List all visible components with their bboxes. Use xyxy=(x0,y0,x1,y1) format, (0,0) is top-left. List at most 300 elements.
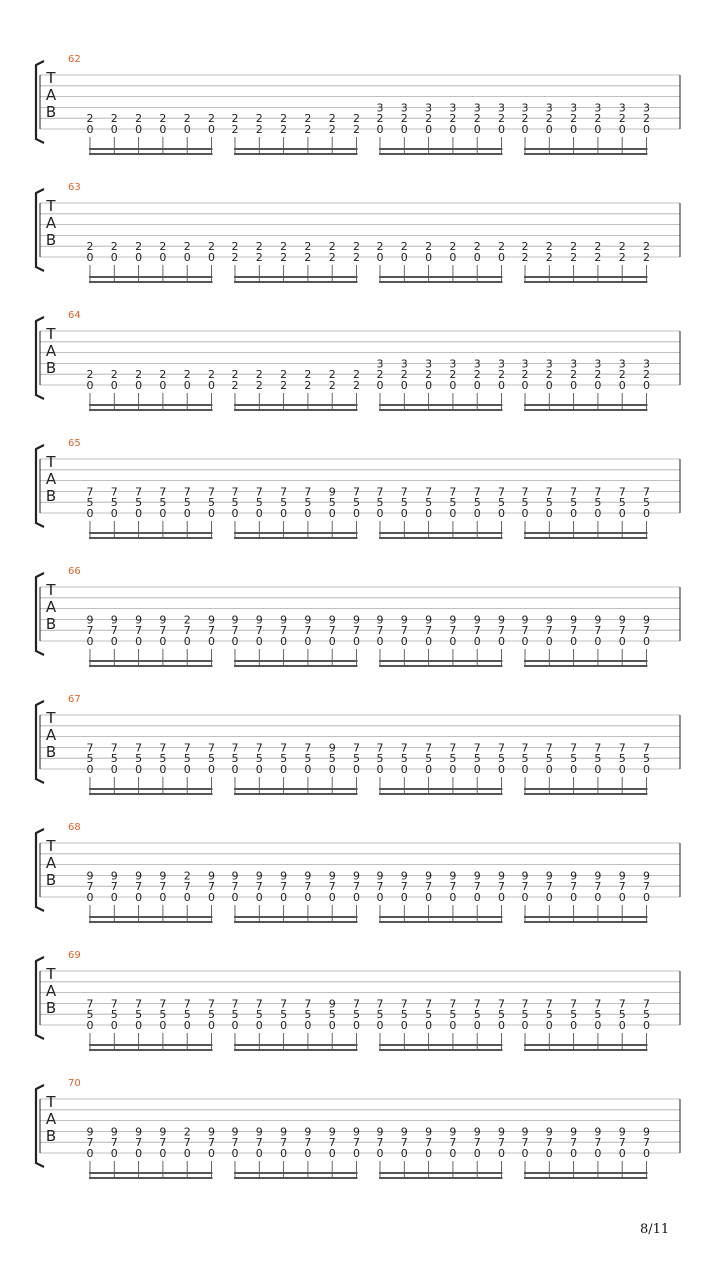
fret-number: 0 xyxy=(594,1147,602,1160)
fret-number: 5 xyxy=(545,752,553,766)
fret-number: 2 xyxy=(159,240,167,254)
fret-number: 2 xyxy=(304,379,312,392)
fret-number: 3 xyxy=(594,101,602,115)
fret-number: 5 xyxy=(376,1008,384,1022)
fret-number: 0 xyxy=(400,123,408,136)
fret-number: 7 xyxy=(643,624,650,638)
fret-number: 0 xyxy=(570,635,578,648)
fret-number: 0 xyxy=(183,251,191,264)
fret-number: 9 xyxy=(255,869,263,883)
tab-clef-letter: A xyxy=(45,726,57,744)
fret-number: 5 xyxy=(208,496,215,510)
fret-number: 0 xyxy=(521,379,529,392)
fret-number: 2 xyxy=(208,112,215,126)
fret-number: 3 xyxy=(400,357,408,371)
fret-number: 7 xyxy=(376,1136,384,1150)
fret-number: 2 xyxy=(570,251,578,264)
fret-number: 7 xyxy=(353,1136,360,1150)
fret-number: 5 xyxy=(353,1008,360,1022)
fret-number: 3 xyxy=(400,101,408,115)
fret-number: 3 xyxy=(449,357,457,371)
fret-number: 7 xyxy=(449,997,457,1011)
fret-number: 0 xyxy=(400,251,408,264)
fret-number: 0 xyxy=(400,891,408,904)
fret-number: 0 xyxy=(86,1147,94,1160)
fret-number: 7 xyxy=(110,624,118,638)
fret-number: 0 xyxy=(135,763,143,776)
tab-clef-letter: A xyxy=(45,598,57,616)
fret-number: 5 xyxy=(473,752,481,766)
fret-number: 7 xyxy=(159,741,167,755)
fret-number: 5 xyxy=(86,496,94,510)
measure-number: 62 xyxy=(68,54,81,65)
tab-clef-letter: A xyxy=(45,86,57,104)
fret-number: 0 xyxy=(376,251,384,264)
fret-number: 0 xyxy=(618,891,626,904)
fret-number: 7 xyxy=(328,880,336,894)
fret-number: 7 xyxy=(135,624,143,638)
fret-number: 7 xyxy=(159,485,167,499)
fret-number: 9 xyxy=(545,869,553,883)
fret-number: 5 xyxy=(280,752,288,766)
fret-number: 0 xyxy=(400,763,408,776)
fret-number: 0 xyxy=(643,1019,650,1032)
fret-number: 0 xyxy=(498,1019,505,1032)
fret-number: 2 xyxy=(208,240,215,254)
fret-number: 0 xyxy=(618,1147,626,1160)
fret-number: 0 xyxy=(135,507,143,520)
fret-number: 7 xyxy=(521,485,529,499)
fret-number: 0 xyxy=(594,123,602,136)
fret-number: 0 xyxy=(594,1019,602,1032)
fret-number: 9 xyxy=(643,1125,650,1139)
fret-number: 2 xyxy=(521,368,529,382)
fret-number: 2 xyxy=(643,240,650,254)
fret-number: 9 xyxy=(280,1125,288,1139)
fret-number: 2 xyxy=(353,379,360,392)
tab-system-62 xyxy=(36,54,680,155)
fret-number: 7 xyxy=(498,997,505,1011)
fret-number: 2 xyxy=(86,112,94,126)
fret-number: 7 xyxy=(304,880,312,894)
fret-number: 9 xyxy=(304,869,312,883)
fret-number: 9 xyxy=(159,869,167,883)
fret-number: 0 xyxy=(618,1019,626,1032)
fret-number: 0 xyxy=(255,635,263,648)
fret-number: 0 xyxy=(159,1019,167,1032)
fret-number: 7 xyxy=(618,624,626,638)
fret-number: 2 xyxy=(159,112,167,126)
fret-number: 0 xyxy=(110,891,118,904)
fret-number: 7 xyxy=(280,880,288,894)
fret-number: 7 xyxy=(304,624,312,638)
fret-number: 0 xyxy=(183,1147,191,1160)
fret-number: 9 xyxy=(255,613,263,627)
fret-number: 7 xyxy=(183,997,191,1011)
fret-number: 9 xyxy=(570,613,578,627)
fret-number: 5 xyxy=(255,752,263,766)
fret-number: 5 xyxy=(473,496,481,510)
fret-number: 2 xyxy=(425,112,433,126)
fret-number: 7 xyxy=(570,741,578,755)
fret-number: 0 xyxy=(110,635,118,648)
fret-number: 7 xyxy=(498,624,505,638)
fret-number: 7 xyxy=(231,741,239,755)
fret-number: 7 xyxy=(376,741,384,755)
fret-number: 2 xyxy=(400,240,408,254)
fret-number: 0 xyxy=(231,891,239,904)
fret-number: 0 xyxy=(376,379,384,392)
fret-number: 9 xyxy=(110,1125,118,1139)
fret-number: 5 xyxy=(498,752,505,766)
fret-number: 5 xyxy=(110,752,118,766)
fret-number: 7 xyxy=(425,624,433,638)
fret-number: 7 xyxy=(594,1136,602,1150)
fret-number: 0 xyxy=(473,763,481,776)
fret-number: 0 xyxy=(376,123,384,136)
fret-number: 0 xyxy=(110,123,118,136)
tab-clef-letter: A xyxy=(45,982,57,1000)
fret-number: 0 xyxy=(353,1019,360,1032)
fret-number: 7 xyxy=(255,741,263,755)
fret-number: 9 xyxy=(110,613,118,627)
fret-number: 0 xyxy=(304,1147,312,1160)
fret-number: 2 xyxy=(304,112,312,126)
fret-number: 7 xyxy=(449,741,457,755)
fret-number: 0 xyxy=(449,251,457,264)
fret-number: 2 xyxy=(304,123,312,136)
tab-system-63 xyxy=(36,182,680,283)
fret-number: 7 xyxy=(425,880,433,894)
fret-number: 5 xyxy=(521,496,529,510)
fret-number: 0 xyxy=(521,635,529,648)
fret-number: 0 xyxy=(498,507,505,520)
fret-number: 5 xyxy=(400,496,408,510)
fret-number: 7 xyxy=(594,880,602,894)
fret-number: 7 xyxy=(208,1136,215,1150)
fret-number: 0 xyxy=(183,891,191,904)
fret-number: 7 xyxy=(425,997,433,1011)
fret-number: 0 xyxy=(376,1147,384,1160)
fret-number: 0 xyxy=(521,1147,529,1160)
fret-number: 9 xyxy=(159,613,167,627)
fret-number: 5 xyxy=(449,1008,457,1022)
fret-number: 7 xyxy=(86,741,94,755)
fret-number: 9 xyxy=(353,613,360,627)
tab-clef-letter: T xyxy=(46,453,56,471)
fret-number: 0 xyxy=(183,763,191,776)
fret-number: 9 xyxy=(353,869,360,883)
fret-number: 5 xyxy=(159,496,167,510)
fret-number: 2 xyxy=(231,379,239,392)
fret-number: 0 xyxy=(328,1019,336,1032)
fret-number: 0 xyxy=(594,763,602,776)
fret-number: 2 xyxy=(353,251,360,264)
fret-number: 2 xyxy=(353,123,360,136)
fret-number: 9 xyxy=(328,997,336,1011)
fret-number: 7 xyxy=(280,1136,288,1150)
fret-number: 2 xyxy=(135,368,143,382)
fret-number: 7 xyxy=(231,624,239,638)
fret-number: 7 xyxy=(183,485,191,499)
fret-number: 0 xyxy=(353,635,360,648)
fret-number: 5 xyxy=(135,496,143,510)
fret-number: 7 xyxy=(255,997,263,1011)
fret-number: 7 xyxy=(449,624,457,638)
fret-number: 0 xyxy=(376,507,384,520)
fret-number: 7 xyxy=(400,880,408,894)
fret-number: 0 xyxy=(449,379,457,392)
fret-number: 2 xyxy=(643,112,650,126)
fret-number: 0 xyxy=(400,1147,408,1160)
tab-clef-letter: A xyxy=(45,342,57,360)
fret-number: 7 xyxy=(255,485,263,499)
measure-number: 65 xyxy=(68,438,81,449)
fret-number: 2 xyxy=(183,869,191,883)
fret-number: 0 xyxy=(449,635,457,648)
fret-number: 9 xyxy=(425,1125,433,1139)
fret-number: 0 xyxy=(643,123,650,136)
fret-number: 9 xyxy=(594,1125,602,1139)
fret-number: 7 xyxy=(353,624,360,638)
fret-number: 7 xyxy=(521,624,529,638)
fret-number: 0 xyxy=(545,123,553,136)
fret-number: 2 xyxy=(521,251,529,264)
fret-number: 5 xyxy=(594,496,602,510)
fret-number: 2 xyxy=(231,112,239,126)
fret-number: 0 xyxy=(376,1019,384,1032)
fret-number: 0 xyxy=(498,635,505,648)
fret-number: 0 xyxy=(449,1147,457,1160)
fret-number: 5 xyxy=(328,752,336,766)
fret-number: 2 xyxy=(618,368,626,382)
fret-number: 7 xyxy=(353,741,360,755)
fret-number: 0 xyxy=(86,123,94,136)
fret-number: 7 xyxy=(208,485,215,499)
fret-number: 0 xyxy=(110,251,118,264)
fret-number: 7 xyxy=(135,997,143,1011)
fret-number: 2 xyxy=(304,240,312,254)
fret-number: 7 xyxy=(183,624,191,638)
fret-number: 0 xyxy=(280,891,288,904)
fret-number: 0 xyxy=(473,123,481,136)
fret-number: 3 xyxy=(594,357,602,371)
fret-number: 7 xyxy=(255,880,263,894)
fret-number: 0 xyxy=(135,251,143,264)
fret-number: 0 xyxy=(159,635,167,648)
fret-number: 7 xyxy=(594,997,602,1011)
fret-number: 7 xyxy=(570,624,578,638)
fret-number: 0 xyxy=(86,507,94,520)
fret-number: 0 xyxy=(208,1147,215,1160)
fret-number: 2 xyxy=(231,251,239,264)
fret-number: 7 xyxy=(208,880,215,894)
fret-number: 0 xyxy=(473,1019,481,1032)
fret-number: 2 xyxy=(425,240,433,254)
fret-number: 7 xyxy=(473,997,481,1011)
fret-number: 9 xyxy=(208,869,215,883)
fret-number: 0 xyxy=(643,763,650,776)
fret-number: 9 xyxy=(86,613,94,627)
fret-number: 2 xyxy=(280,251,288,264)
fret-number: 9 xyxy=(594,613,602,627)
fret-number: 5 xyxy=(400,1008,408,1022)
fret-number: 9 xyxy=(353,1125,360,1139)
fret-number: 0 xyxy=(400,379,408,392)
fret-number: 7 xyxy=(618,741,626,755)
tab-system-66 xyxy=(36,566,680,667)
fret-number: 9 xyxy=(231,1125,239,1139)
fret-number: 0 xyxy=(353,1147,360,1160)
fret-number: 0 xyxy=(570,123,578,136)
fret-number: 2 xyxy=(280,379,288,392)
fret-number: 0 xyxy=(280,1147,288,1160)
fret-number: 9 xyxy=(400,1125,408,1139)
fret-number: 2 xyxy=(376,368,384,382)
fret-number: 7 xyxy=(570,880,578,894)
fret-number: 5 xyxy=(110,1008,118,1022)
fret-number: 7 xyxy=(255,1136,263,1150)
tab-clef-letter: T xyxy=(46,837,56,855)
fret-number: 2 xyxy=(328,240,336,254)
fret-number: 5 xyxy=(643,1008,650,1022)
fret-number: 9 xyxy=(473,1125,481,1139)
fret-number: 7 xyxy=(425,741,433,755)
fret-number: 0 xyxy=(425,1019,433,1032)
fret-number: 9 xyxy=(498,613,505,627)
fret-number: 7 xyxy=(449,880,457,894)
fret-number: 2 xyxy=(594,240,602,254)
fret-number: 7 xyxy=(449,1136,457,1150)
fret-number: 9 xyxy=(473,869,481,883)
fret-number: 0 xyxy=(594,507,602,520)
fret-number: 3 xyxy=(473,101,481,115)
tab-clef-letter: T xyxy=(46,325,56,343)
fret-number: 0 xyxy=(328,891,336,904)
fret-number: 0 xyxy=(159,123,167,136)
fret-number: 0 xyxy=(86,635,94,648)
fret-number: 2 xyxy=(255,379,263,392)
fret-number: 7 xyxy=(425,1136,433,1150)
tab-clef-letter: T xyxy=(46,197,56,215)
fret-number: 2 xyxy=(208,368,215,382)
fret-number: 0 xyxy=(498,1147,505,1160)
fret-number: 2 xyxy=(328,251,336,264)
fret-number: 9 xyxy=(304,1125,312,1139)
tab-clef-letter: B xyxy=(45,743,57,761)
fret-number: 3 xyxy=(521,101,529,115)
fret-number: 7 xyxy=(231,1136,239,1150)
fret-number: 7 xyxy=(86,997,94,1011)
fret-number: 5 xyxy=(618,496,626,510)
tab-clef-letter: T xyxy=(46,709,56,727)
fret-number: 9 xyxy=(280,869,288,883)
fret-number: 7 xyxy=(545,624,553,638)
fret-number: 7 xyxy=(643,997,650,1011)
fret-number: 5 xyxy=(86,752,94,766)
fret-number: 3 xyxy=(618,357,626,371)
fret-number: 0 xyxy=(328,507,336,520)
fret-number: 7 xyxy=(353,997,360,1011)
fret-number: 2 xyxy=(304,368,312,382)
fret-number: 7 xyxy=(86,1136,94,1150)
tab-clef-letter: A xyxy=(45,1110,57,1128)
fret-number: 7 xyxy=(570,997,578,1011)
tab-clef-letter: T xyxy=(46,581,56,599)
fret-number: 0 xyxy=(521,763,529,776)
fret-number: 0 xyxy=(545,507,553,520)
fret-number: 5 xyxy=(280,496,288,510)
fret-number: 7 xyxy=(449,485,457,499)
fret-number: 0 xyxy=(255,763,263,776)
fret-number: 7 xyxy=(159,997,167,1011)
fret-number: 0 xyxy=(545,379,553,392)
fret-number: 0 xyxy=(208,891,215,904)
fret-number: 0 xyxy=(135,891,143,904)
fret-number: 0 xyxy=(618,763,626,776)
fret-number: 0 xyxy=(570,763,578,776)
fret-number: 0 xyxy=(473,635,481,648)
fret-number: 5 xyxy=(545,1008,553,1022)
fret-number: 7 xyxy=(328,624,336,638)
fret-number: 0 xyxy=(521,507,529,520)
fret-number: 9 xyxy=(304,613,312,627)
fret-number: 2 xyxy=(353,240,360,254)
fret-number: 2 xyxy=(183,613,191,627)
fret-number: 0 xyxy=(183,1019,191,1032)
fret-number: 2 xyxy=(183,1125,191,1139)
fret-number: 2 xyxy=(521,112,529,126)
fret-number: 0 xyxy=(135,1147,143,1160)
fret-number: 0 xyxy=(208,379,215,392)
fret-number: 3 xyxy=(425,357,433,371)
fret-number: 0 xyxy=(570,1019,578,1032)
fret-number: 0 xyxy=(110,379,118,392)
fret-number: 0 xyxy=(498,763,505,776)
fret-number: 7 xyxy=(400,997,408,1011)
fret-number: 7 xyxy=(400,624,408,638)
fret-number: 9 xyxy=(545,613,553,627)
fret-number: 0 xyxy=(110,763,118,776)
fret-number: 9 xyxy=(208,613,215,627)
fret-number: 5 xyxy=(159,752,167,766)
fret-number: 2 xyxy=(473,368,481,382)
fret-number: 0 xyxy=(280,635,288,648)
tab-system-67 xyxy=(36,694,680,795)
fret-number: 2 xyxy=(473,240,481,254)
tab-clef-letter: B xyxy=(45,231,57,249)
tab-clef-letter: A xyxy=(45,470,57,488)
fret-number: 2 xyxy=(594,112,602,126)
fret-number: 0 xyxy=(255,1147,263,1160)
fret-number: 3 xyxy=(449,101,457,115)
fret-number: 7 xyxy=(110,741,118,755)
fret-number: 2 xyxy=(255,123,263,136)
fret-number: 7 xyxy=(473,880,481,894)
fret-number: 7 xyxy=(183,741,191,755)
fret-number: 7 xyxy=(135,1136,143,1150)
fret-number: 2 xyxy=(135,112,143,126)
fret-number: 7 xyxy=(570,1136,578,1150)
fret-number: 0 xyxy=(110,507,118,520)
fret-number: 2 xyxy=(521,240,529,254)
fret-number: 2 xyxy=(183,112,191,126)
fret-number: 0 xyxy=(498,891,505,904)
fret-number: 5 xyxy=(255,1008,263,1022)
tab-clef-letter: B xyxy=(45,487,57,505)
fret-number: 0 xyxy=(135,123,143,136)
fret-number: 9 xyxy=(328,485,336,499)
